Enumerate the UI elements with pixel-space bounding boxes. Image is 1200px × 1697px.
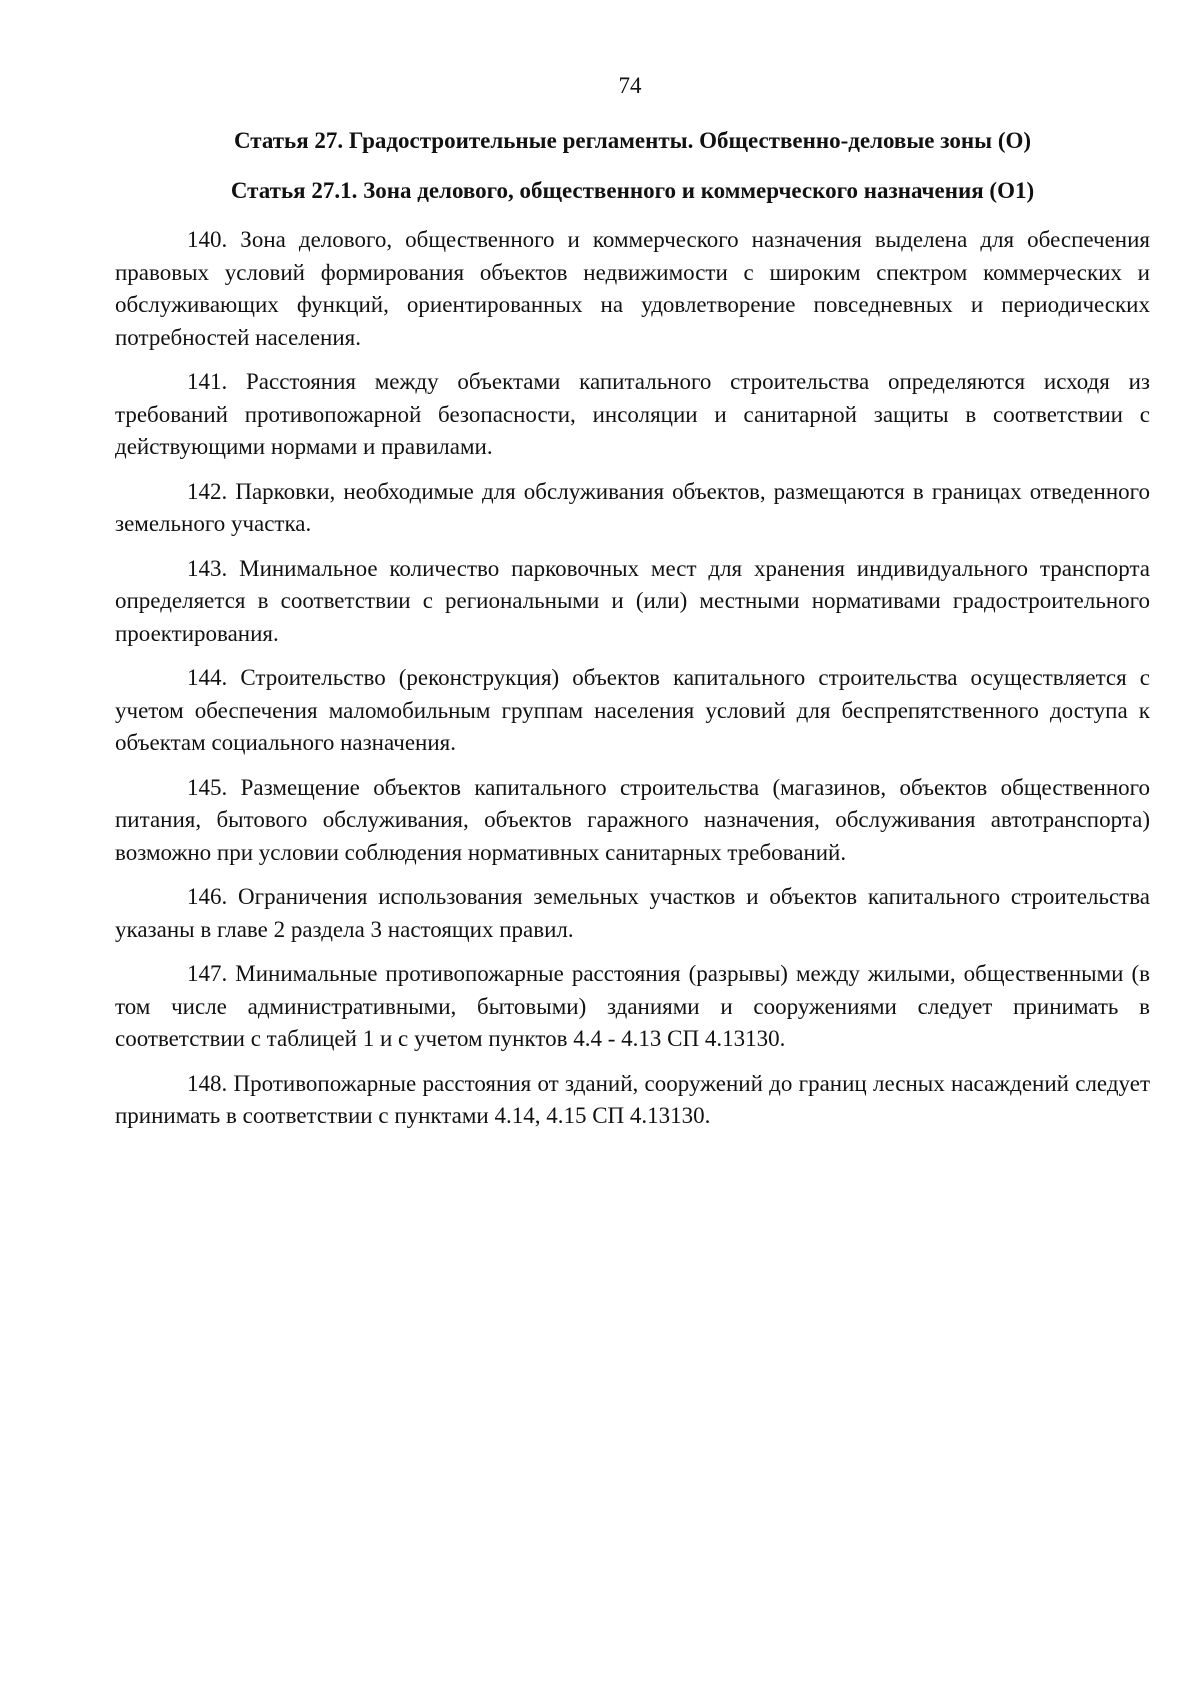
page-content	[115, 126, 1150, 1145]
paragraph-141: 141. Расстояния между объектами капитального строительства определяются исходя из требований противопожарной безопасности, инсоляции и санитарной защиты в соответствии с действующими нормами и правилами.	[115, 369, 1150, 459]
article-heading: Статья 27. Градостроительные регламенты. Общественно-деловые зоны (О)	[233, 128, 1032, 153]
paragraph-146: 146. Ограничения использования земельных участков и объектов капитального строительства указаны в главе 2 раздела 3 настоящих правил.	[115, 884, 1150, 942]
subarticle-heading: Статья 27.1. Зона делового, общественного и коммерческого назначения (О1)	[230, 178, 1035, 203]
paragraph-140: 140. Зона делового, общественного и коммерческого назначения выделена для обеспечения правовых условий формирования объектов недвижимости с широким спектром коммерческих и обслуживающих функций, ориентированных на удовлетворение повседневных и периодических потребностей населения.	[115, 227, 1150, 350]
paragraph-145: 145. Размещение объектов капитального строительства (магазинов, объектов общественного питания, бытового обслуживания, объектов гаражного назначения, обслуживания автотранспорта) возможно при условии соблюдения нормативных санитарных требований.	[115, 774, 1150, 865]
paragraph-143: 143. Минимальное количество парковочных мест для хранения индивидуального транспорта определяется в соответствии с региональными и (или) местными нормативами градостроительного проектирования.	[115, 555, 1150, 646]
paragraph-147: 147. Минимальные противопожарные расстояния (разрывы) между жилыми, общественными (в том числе административными, бытовыми) зданиями и сооружениями следует принимать в соответствии с таблицей 1 и с учетом пунктов 4.4 - 4.13 СП 4.13130.	[115, 961, 1150, 1051]
paragraph-148: 148. Противопожарные расстояния от зданий, сооружений до границ лесных насаждений следует принимать в соответствии с пунктами 4.14, 4.15 СП 4.13130.	[115, 1070, 1150, 1128]
paragraph-142: 142. Парковки, необходимые для обслуживания объектов, размещаются в границах отведенного земельного участка.	[115, 478, 1150, 536]
page-number: 74	[618, 73, 642, 98]
paragraph-144: 144. Строительство (реконструкция) объектов капитального строительства осуществляется с учетом обеспечения маломобильным группам населения условий для беспрепятственного доступа к объектам социального назначения.	[115, 665, 1150, 755]
